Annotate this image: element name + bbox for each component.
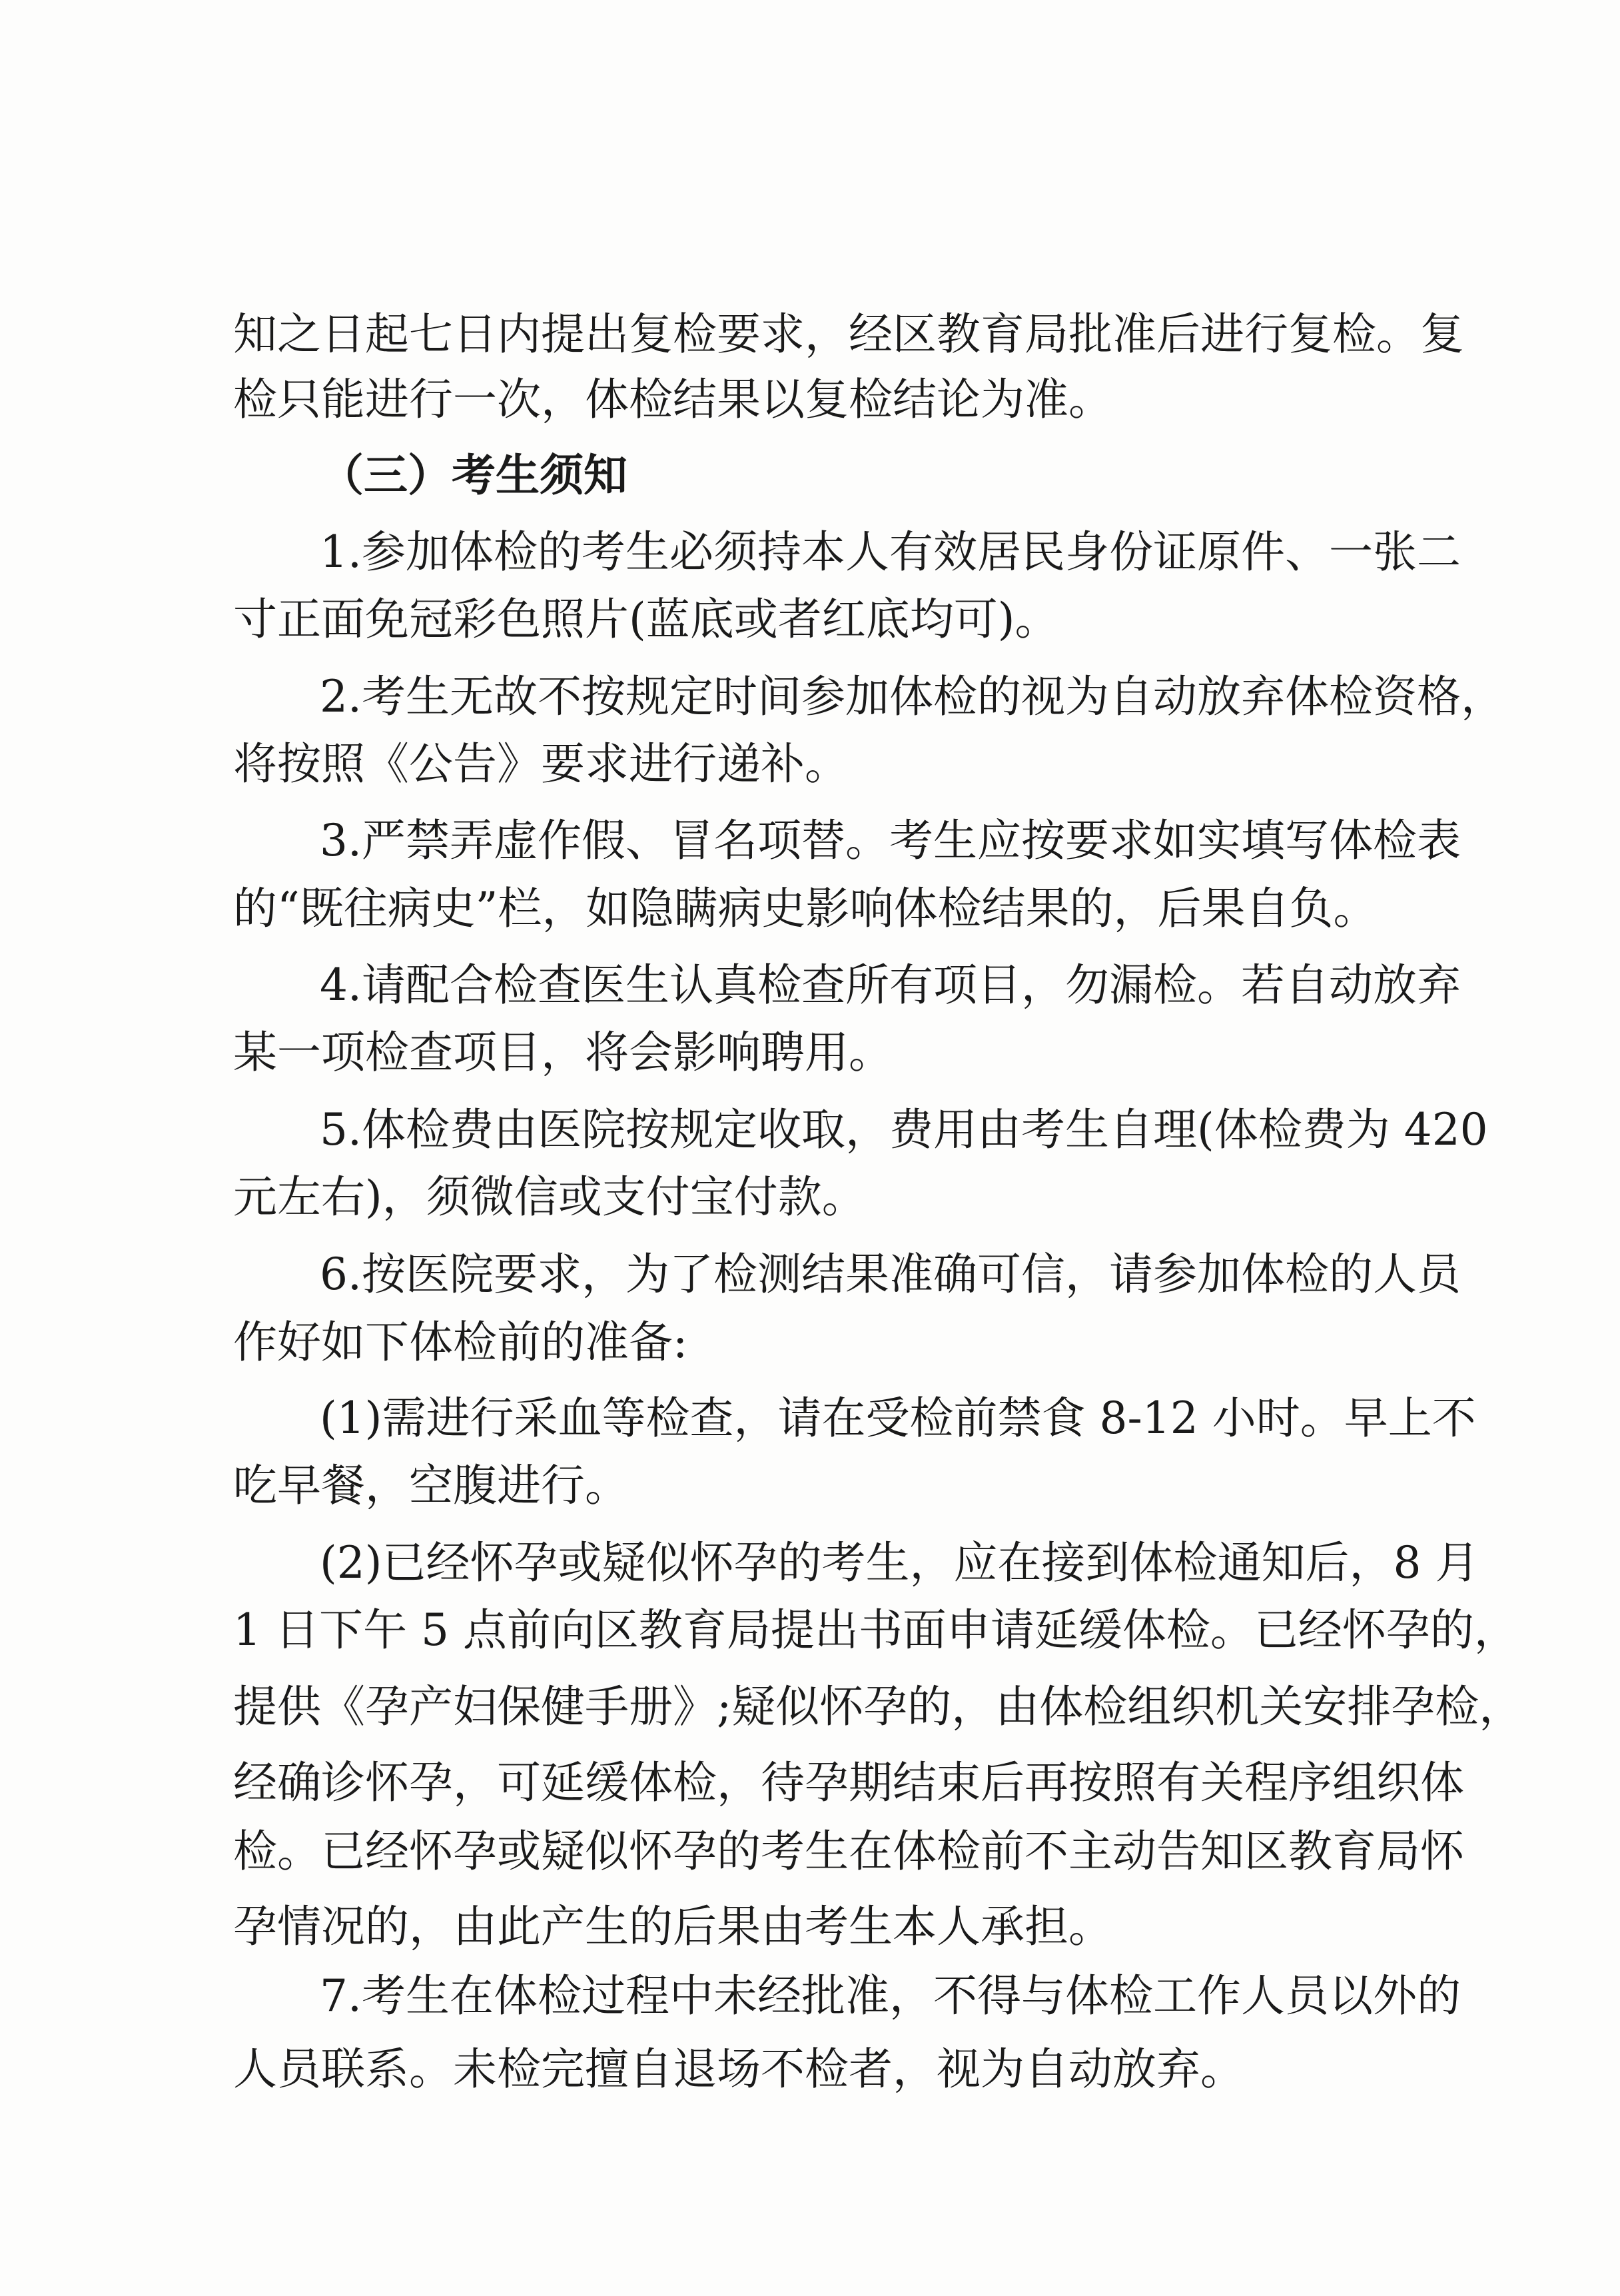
text-line: 人员联系。未检完擅自退场不检者，视为自动放弃。 bbox=[233, 2043, 1244, 2095]
text-line: 5.体检费由医院按规定收取，费用由考生自理(体检费为 420 bbox=[320, 1104, 1488, 1155]
text-line: 吃早餐，空腹进行。 bbox=[233, 1460, 629, 1511]
text-line: 孕情况的，由此产生的后果由考生本人承担。 bbox=[233, 1901, 1112, 1952]
text-line: (1)需进行采血等检查，请在受检前禁食 8-12 小时。早上不 bbox=[320, 1393, 1476, 1444]
text-line: 某一项检查项目，将会影响聘用。 bbox=[233, 1027, 893, 1078]
text-line: 6.按医院要求，为了检测结果准确可信，请参加体检的人员 bbox=[320, 1249, 1461, 1300]
text-line: 3.严禁弄虚作假、冒名项替。考生应按要求如实填写体检表 bbox=[320, 815, 1461, 866]
text-line: 1 日下午 5 点前向区教育局提出书面申请延缓体检。已经怀孕的， bbox=[233, 1604, 1518, 1656]
text-line: 4.请配合检查医生认真检查所有项目，勿漏检。若自动放弃 bbox=[320, 959, 1461, 1011]
text-line: 1.参加体检的考生必须持本人有效居民身份证原件、一张二 bbox=[320, 526, 1461, 578]
text-line: 提供《孕产妇保健手册》;疑似怀孕的，由体检组织机关安排孕检， bbox=[233, 1681, 1523, 1732]
text-line: (2)已经怀孕或疑似怀孕的考生，应在接到体检通知后，8 月 bbox=[320, 1537, 1479, 1588]
text-line: 元左右)，须微信或支付宝付款。 bbox=[233, 1171, 866, 1223]
text-line: 检只能进行一次，体检结果以复检结论为准。 bbox=[233, 374, 1112, 425]
text-line: 知之日起七日内提出复检要求，经区教育局批准后进行复检。复 bbox=[233, 308, 1464, 360]
text-line: 寸正面免冠彩色照片(蓝底或者红底均可)。 bbox=[233, 594, 1059, 645]
text-line: 将按照《公告》要求进行递补。 bbox=[233, 738, 849, 790]
section-heading: （三）考生须知 bbox=[320, 449, 627, 501]
text-line: 经确诊怀孕，可延缓体检，待孕期结束后再按照有关程序组织体 bbox=[233, 1757, 1464, 1808]
text-line: 检。已经怀孕或疑似怀孕的考生在体检前不主动告知区教育局怀 bbox=[233, 1826, 1464, 1877]
text-line: 作好如下体检前的准备: bbox=[233, 1317, 688, 1368]
text-line: 的“既往病史”栏，如隐瞒病史影响体检结果的，后果自负。 bbox=[233, 883, 1378, 934]
text-line: 2.考生无故不按规定时间参加体检的视为自动放弃体检资格， bbox=[320, 671, 1505, 722]
text-line: 7.考生在体检过程中未经批准，不得与体检工作人员以外的 bbox=[320, 1970, 1461, 2021]
